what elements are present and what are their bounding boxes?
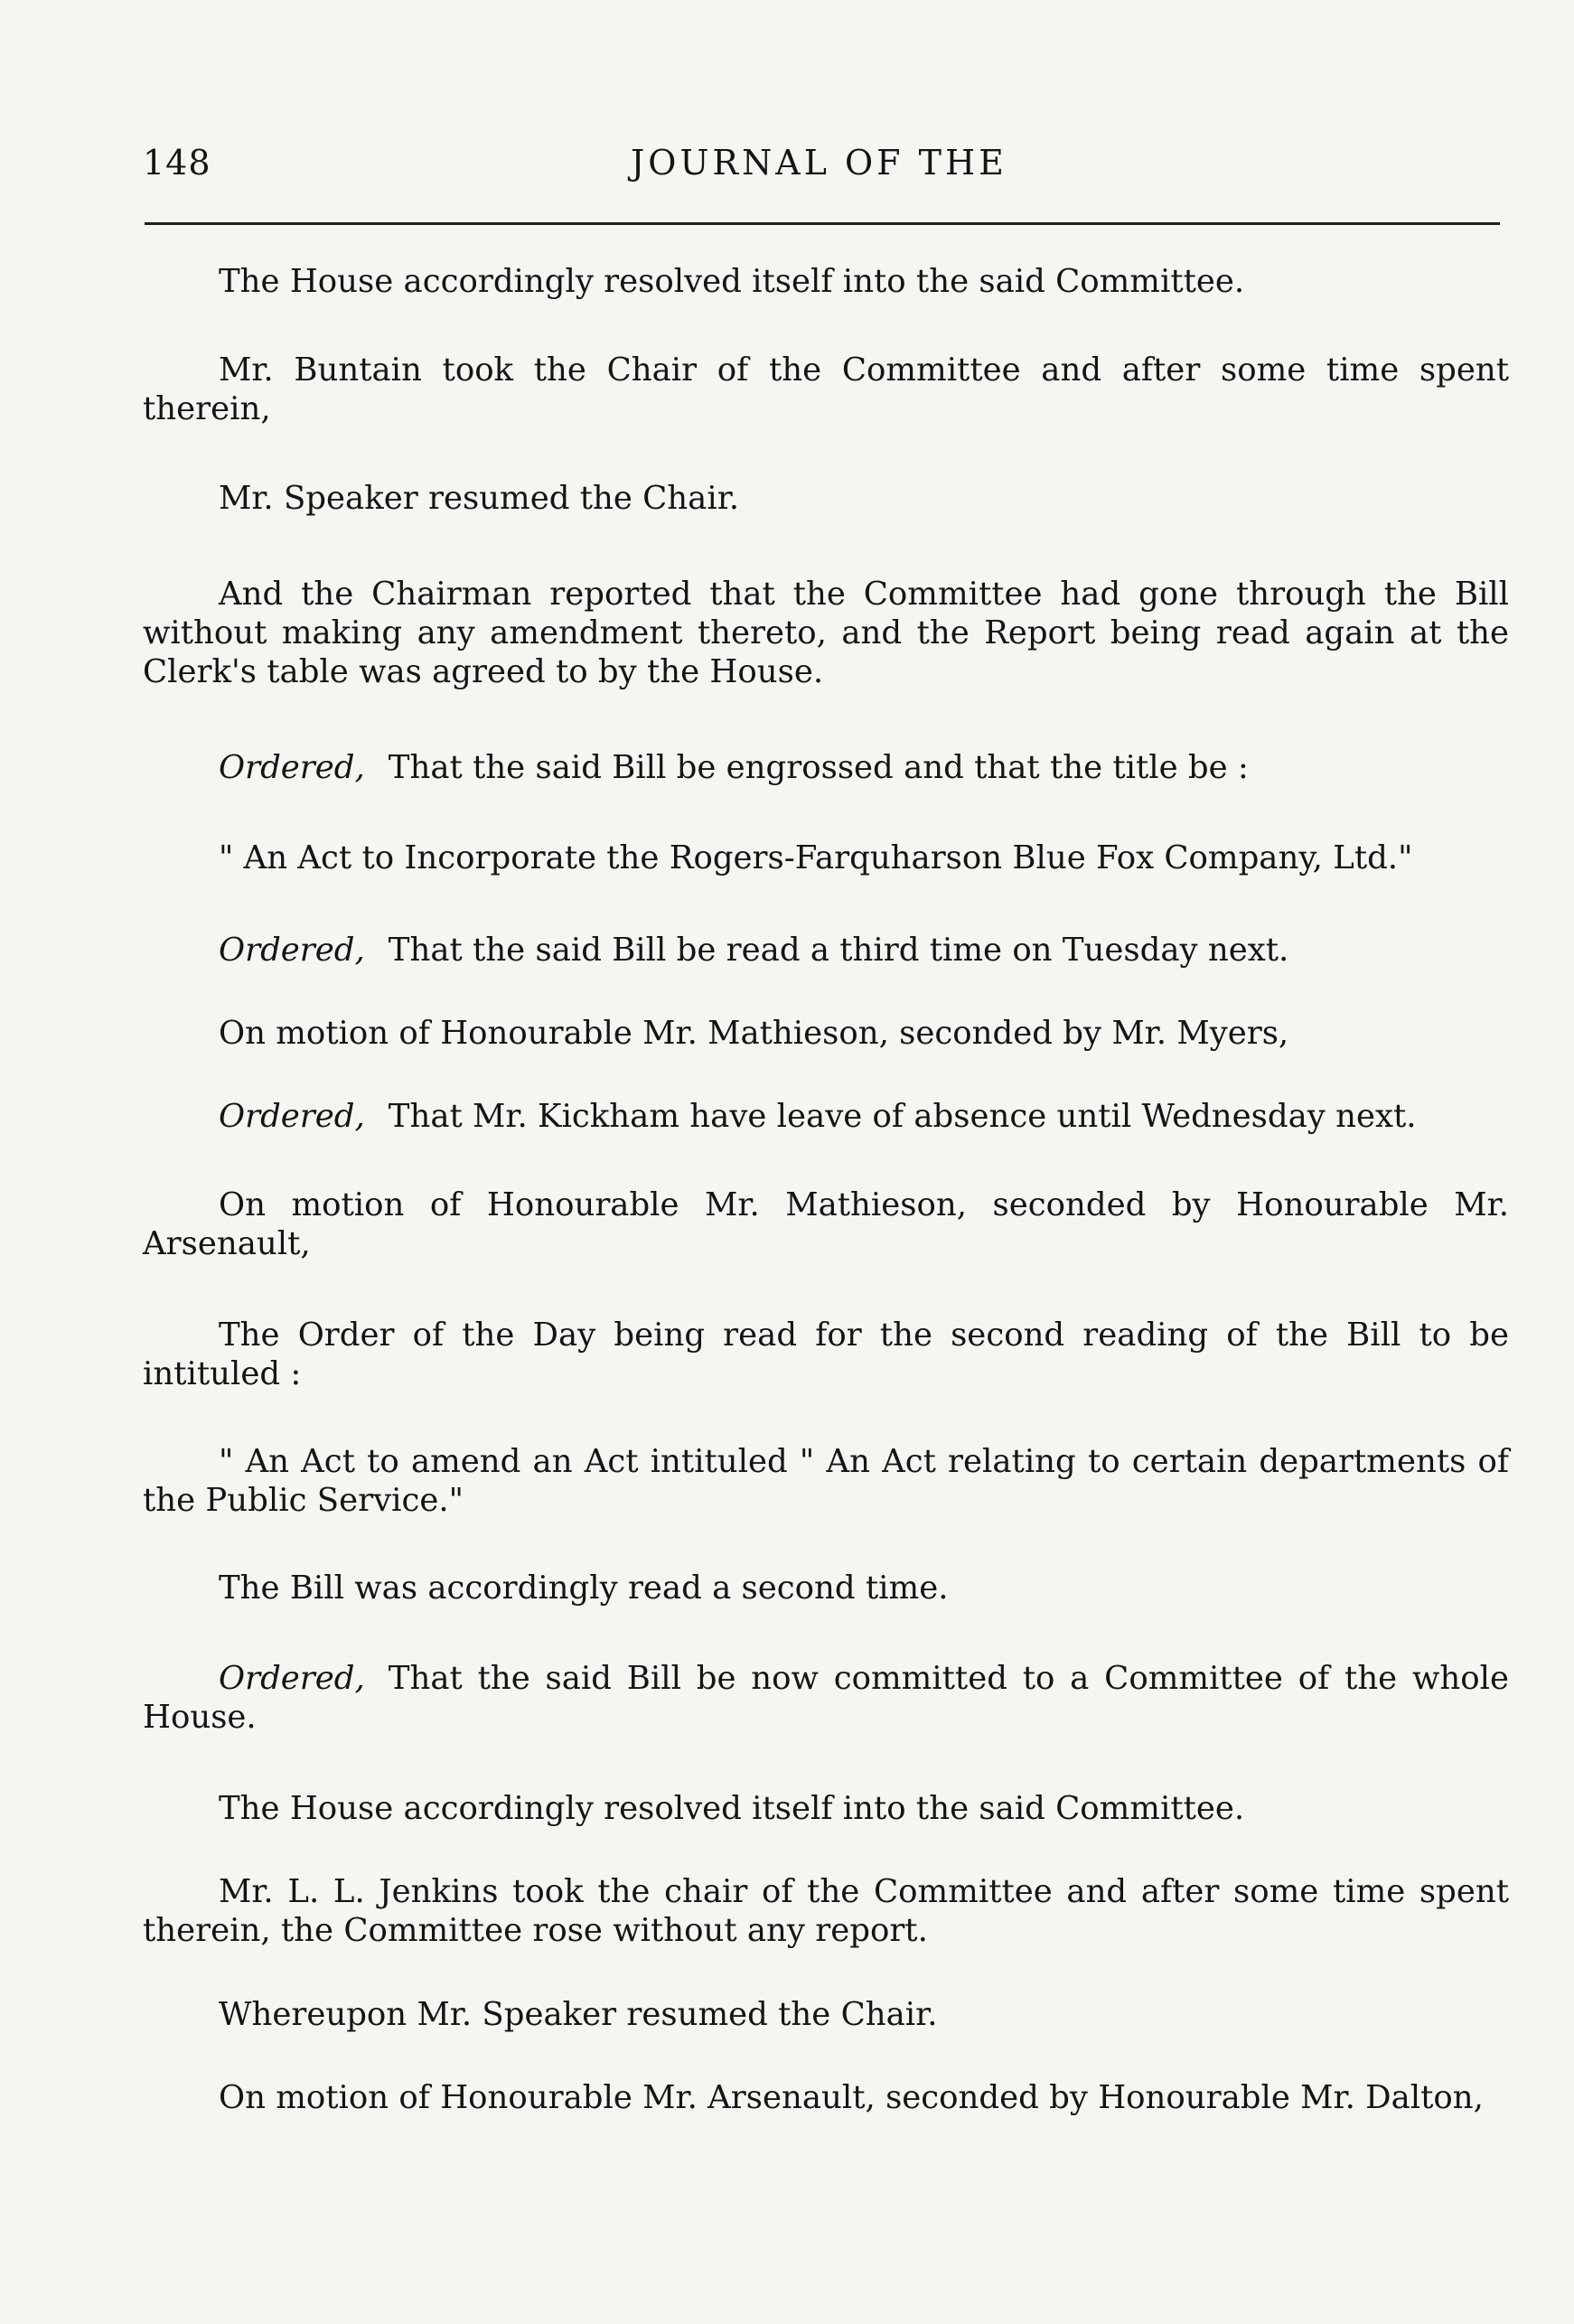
ordered-label: Ordered, [219, 932, 365, 969]
paragraph: Mr. L. L. Jenkins took the chair of the Committee and after some time spent therein, the Committee rose without any report. [143, 1873, 1509, 1949]
order-paragraph: Ordered, That the said Bill be read a third time on Tuesday next. [219, 932, 1289, 969]
order-paragraph: Ordered, That the said Bill be engrossed and that the title be : [219, 749, 1249, 786]
page-header [143, 143, 1498, 197]
paragraph: Mr. Buntain took the Chair of the Committee and after some time spent therein, [143, 351, 1509, 427]
header-rule [145, 222, 1500, 225]
paragraph: On motion of Honourable Mr. Arsenault, seconded by Honourable Mr. Dalton, [219, 2079, 1484, 2116]
paragraph: Mr. Speaker resumed the Chair. [219, 480, 740, 517]
ordered-label: Ordered, [219, 1660, 365, 1697]
paragraph: On motion of Honourable Mr. Mathieson, seconded by Mr. Myers, [219, 1015, 1289, 1052]
ordered-label: Ordered, [219, 749, 365, 786]
paragraph: And the Chairman reported that the Committee had gone through the Bill without making any amendment thereto, and the Report being read again at the Clerk's table was agreed to by the House. [143, 576, 1509, 690]
paragraph: Whereupon Mr. Speaker resumed the Chair. [219, 1996, 938, 2033]
order-paragraph: Ordered, That the said Bill be now committed to a Committee of the whole House. [143, 1660, 1509, 1736]
running-head: JOURNAL OF THE [631, 143, 1007, 183]
paragraph: The House accordingly resolved itself into the said Committee. [219, 1790, 1245, 1827]
page-number: 148 [143, 143, 211, 183]
bill-title-quote: " An Act to amend an Act intituled " An Act relating to certain departments of the Public Service." [143, 1443, 1509, 1519]
bill-title-quote: " An Act to Incorporate the Rogers-Farquharson Blue Fox Company, Ltd." [219, 839, 1413, 876]
paragraph: The Order of the Day being read for the second reading of the Bill to be intituled : [143, 1317, 1509, 1392]
ordered-label: Ordered, [219, 1098, 365, 1135]
paragraph: On motion of Honourable Mr. Mathieson, seconded by Honourable Mr. Arsenault, [143, 1186, 1509, 1262]
paragraph: The Bill was accordingly read a second time. [219, 1570, 949, 1607]
paragraph: The House accordingly resolved itself into the said Committee. [219, 263, 1245, 300]
order-paragraph: Ordered, That Mr. Kickham have leave of absence until Wednesday next. [219, 1098, 1417, 1135]
